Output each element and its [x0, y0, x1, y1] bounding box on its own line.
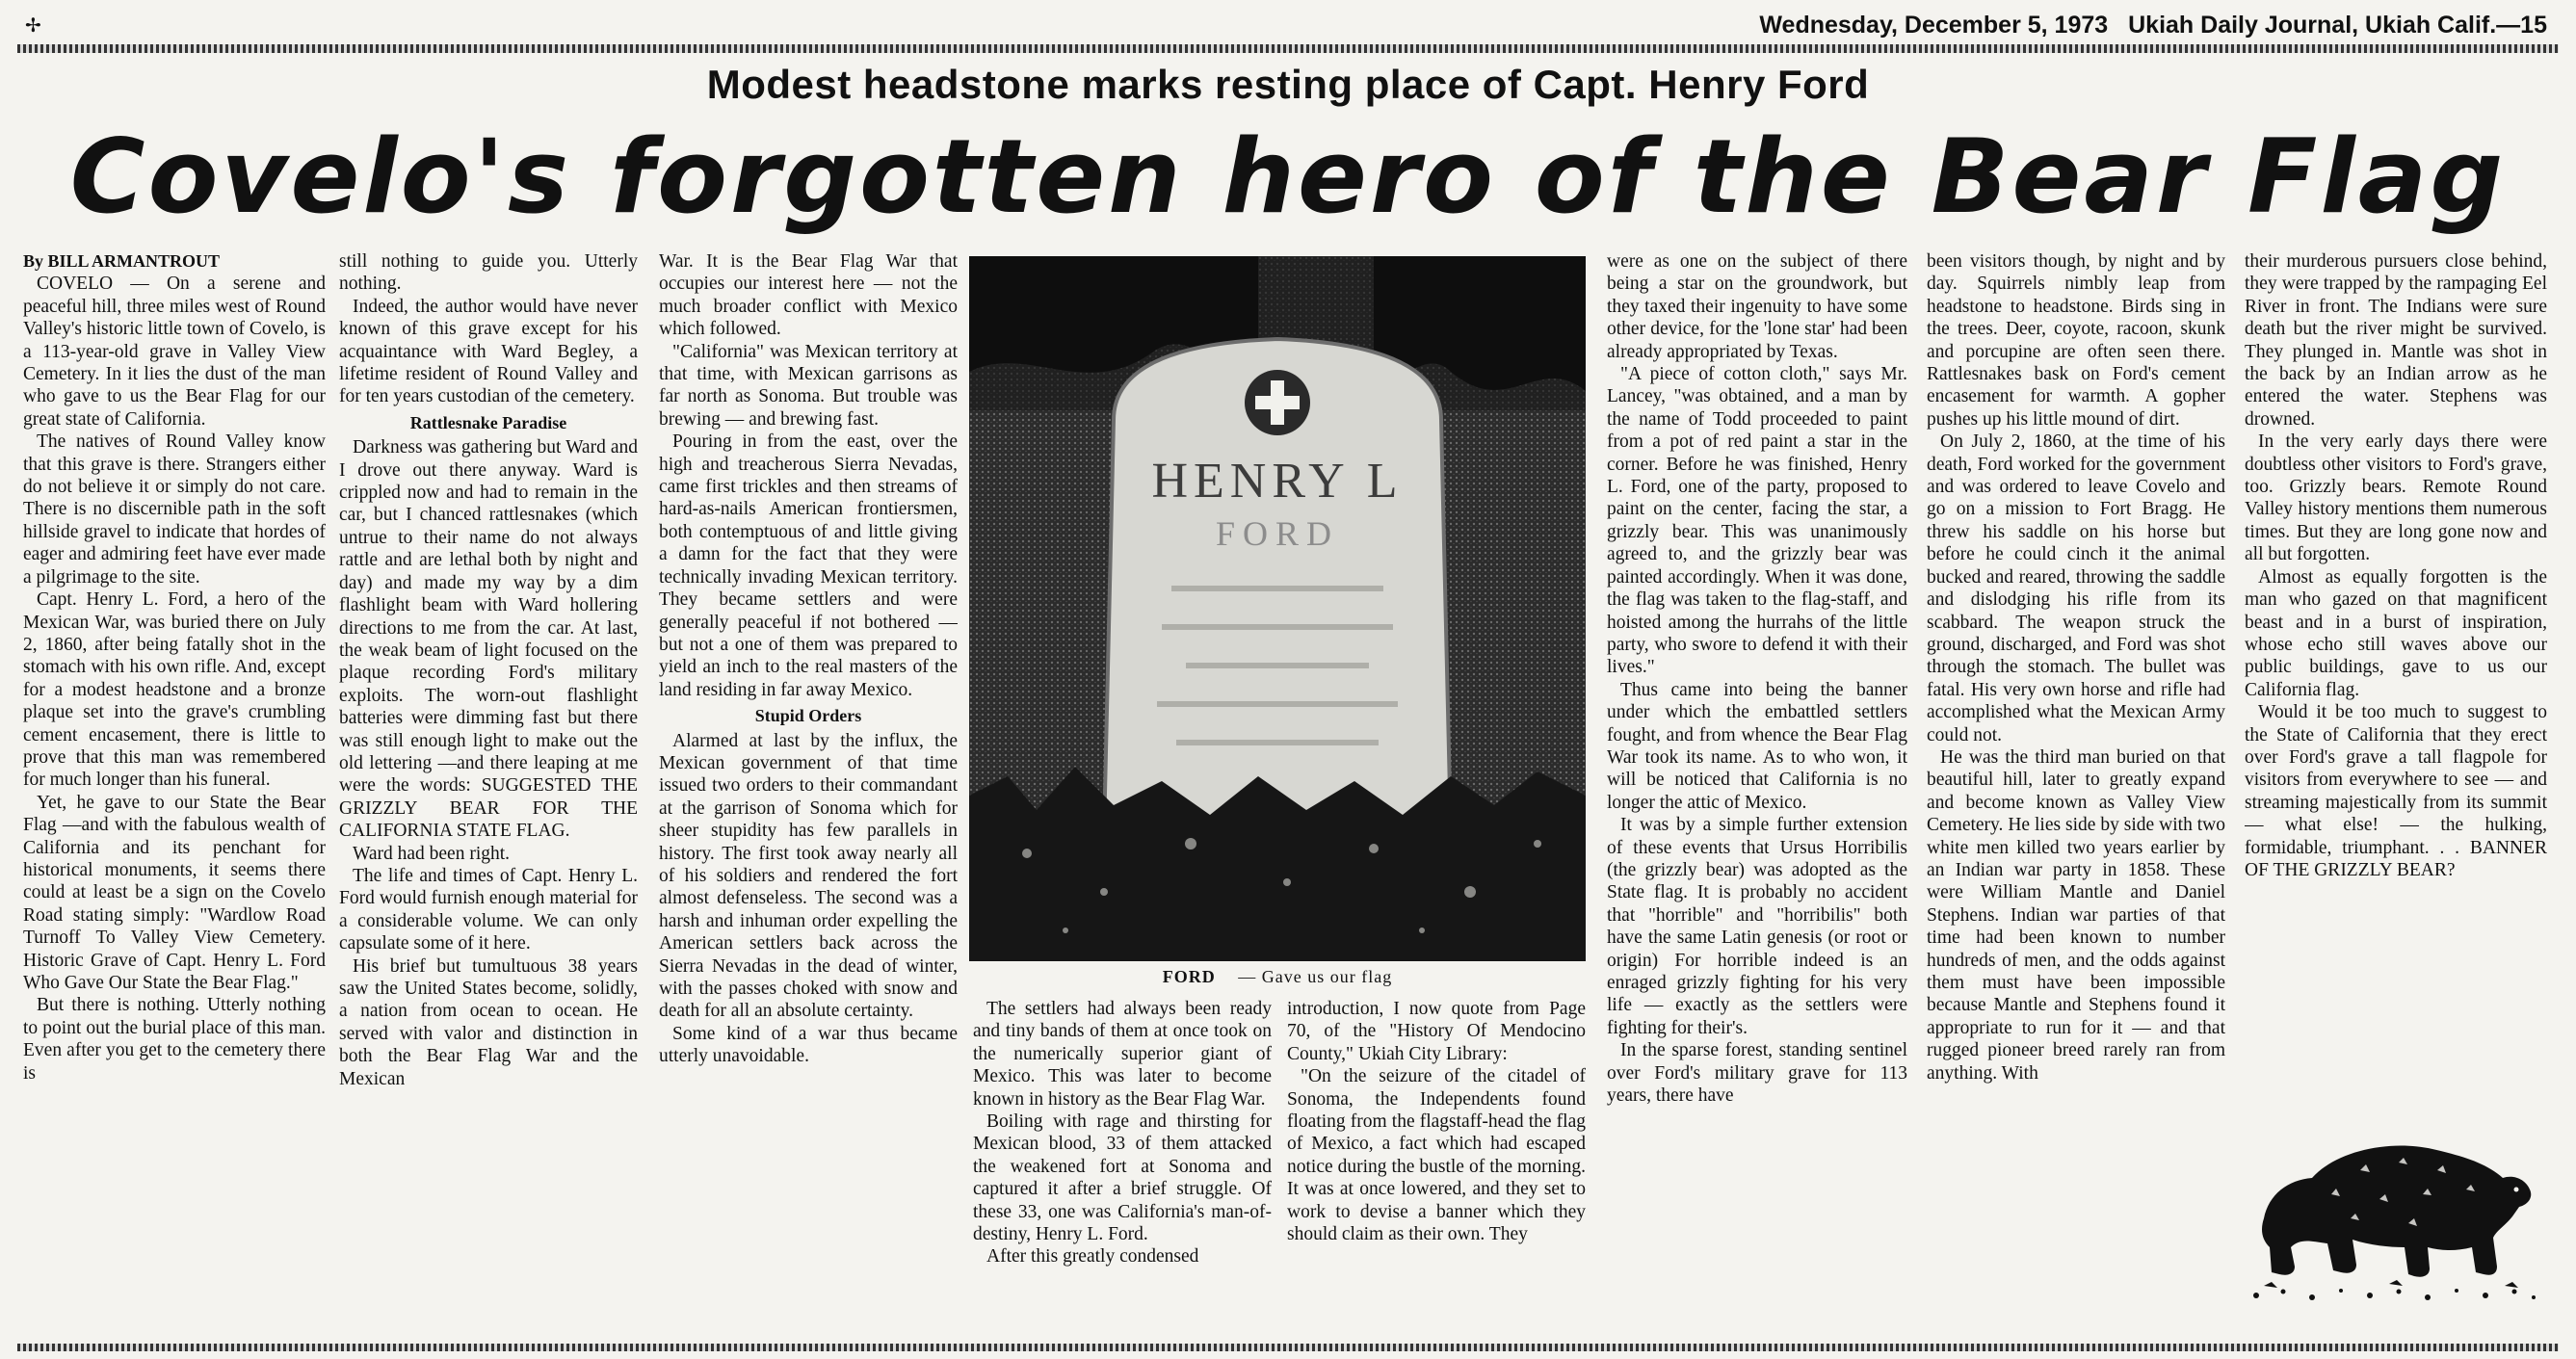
column-4 [973, 998, 1272, 1341]
bear-icon [2245, 1103, 2543, 1310]
column-1 [23, 250, 326, 1341]
paragraph: But there is nothing. Utterly nothing to point out the burial place of this man. Even after you get to the cemetery there is [23, 995, 326, 1084]
paragraph: Would it be too much to suggest to the State of California that they erect over Ford's grave a tall flagpole for visitors from everywhere to see — and streaming majestically from its summit — what else! — the hulking, formidable, triumphant. . . BANNER OF THE GRIZZLY BEAR? [2245, 702, 2547, 880]
photo-caption [969, 967, 1586, 987]
column-8 [2245, 250, 2547, 1098]
registration-mark: ✢ [25, 15, 41, 37]
column-7 [1927, 250, 2225, 1341]
paragraph: Thus came into being the banner under which the embattled settlers fought, and from whence the Bear Flag War took its name. As to who won, it will be noticed that California is no longer the attic of Mexico. [1607, 679, 1907, 813]
paragraph: His brief but tumultuous 38 years saw the United States become, solidly, a nation from ocean to ocean. He served with valor and distinction in both the Bear Flag War and the Mexican [339, 955, 638, 1089]
headstone-photo [969, 256, 1586, 961]
caption-text: — Gave us our flag [1238, 967, 1393, 986]
kicker-headline: Modest headstone marks resting place of Capt. Henry Ford [706, 62, 1870, 107]
top-rule [17, 44, 2559, 53]
paragraph: Capt. Henry L. Ford, a hero of the Mexican War, was buried there on July 2, 1860, after being fatally shot in the stomach with his own rifle. And, except for a modest headstone and a bronze plaque set into the grave's crumbling cement encasement, there is little to prove that this man was remembered for much longer than his funeral. [23, 589, 326, 791]
caption-name: FORD [1162, 967, 1216, 986]
paragraph: Pouring in from the east, over the high and treacherous Sierra Nevadas, came first trickles and then streams of hard-as-nails American frontiersmen, both contemptuous of and little giving a damn for the fact that they were technically invading Mexican territory. They became settlers and were generally peaceful if not bothered — but not a one of them was prepared to yield an inch to the real masters of the land residing in far away Mexico. [659, 431, 958, 700]
paragraph: War. It is the Bear Flag War that occupies our interest here — not the much broader conflict with Mexico which followed. [659, 251, 958, 340]
headstone-name: HENRY L [1151, 454, 1404, 509]
paragraph: Some kind of a war thus became utterly unavoidable. [659, 1023, 958, 1067]
masthead-date: Wednesday, December 5, 1973 [1759, 12, 2109, 39]
column-3 [659, 250, 958, 1341]
column-5 [1287, 998, 1586, 1341]
masthead-paper: Ukiah Daily Journal, Ukiah Calif.—15 [2128, 12, 2547, 39]
masthead [1759, 12, 2547, 39]
paragraph: "On the seizure of the citadel of Sonoma, the Independents found floating from the flagstaff-head the flag of Mexico, a fact which had escaped notice during the bustle of the morning. It was at once lowered, and they set to work to devise a banner which they should claim as their own. They [1287, 1066, 1586, 1245]
paragraph: Indeed, the author would have never known of this grave except for his acquaintance with Ward Begley, a lifetime resident of Round Valley and for ten years custodian of the cemetery. [339, 296, 638, 407]
grizzly-bear-illustration [2245, 1103, 2543, 1310]
headstone-surname: FORD [1215, 514, 1340, 553]
paragraph: In the very early days there were doubtless other visitors to Ford's grave, too. Grizzly bears. Remote Round Valley history mentions them numerous times. But they are long gone now and all but forgotten. [2245, 431, 2547, 565]
subhead-rattlesnake: Rattlesnake Paradise [409, 412, 567, 432]
paragraph: The life and times of Capt. Henry L. Ford would furnish enough material for a considerable volume. We can only capsulate some of it here. [339, 865, 638, 954]
paragraph: On July 2, 1860, at the time of his death, Ford worked for the government and was ordered to leave Covelo and go on a mission to Fort Bragg. He threw his saddle on his horse but before he could cinch it the animal bucked and reared, throwing the saddle and dislodging his rifle from its scabbard. The weapon struck the ground, discharged, and Ford was shot through the stomach. The bullet was fatal. His very own horse and rifle had accomplished what the Mexican Army could not. [1927, 431, 2225, 745]
paragraph: were as one on the subject of there being a star on the groundwork, but they taxed their ingenuity to have some other device, for the 'lone star' had been already appropriated by Texas. [1607, 251, 1907, 362]
paragraph: He was the third man buried on that beautiful hill, later to greatly expand and become known as Valley View Cemetery. He lies side by side with two white men killed two years earlier by an Indian war party in 1858. These were William Mantle and Daniel Stephens. Indian war parties of that time had been known to number hundreds of men, and the odds against them must have been impossible because Mantle and Stephens found it appropriate to run for it — and that rugged pioneer breed rarely ran from anything. With [1927, 746, 2225, 1084]
paragraph: It was by a simple further extension of these events that Ursus Horribilis (the grizzly bear) was adopted as the State flag. It is probably no accident that "horrible" and "horribilis" both have the same Latin genesis (or root or origin) For horrible indeed is an enraged grizzly fighting for his very life — exactly as the settlers were fighting for their's. [1607, 815, 1907, 1038]
paragraph: Darkness was gathering but Ward and I drove out there anyway. Ward is crippled now and had to remain in the car, but I chanced rattlesnakes (which untrue to their name do not always rattle and are lethal both by night and day) and made my way by a dim flashlight beam with Ward hollering directions to me from the car. At last, the weak beam of light focused on the plaque recording Ford's military exploits. The worn-out flashlight batteries were dimming fast but there was still enough light to make out the old lettering —and there leaping at me were the words: SUGGESTED THE GRIZZLY BEAR FOR THE CALIFORNIA STATE FLAG. [339, 437, 638, 842]
column-6 [1607, 250, 1907, 1341]
paragraph: still nothing to guide you. Utterly nothing. [339, 251, 638, 295]
column-2 [339, 250, 638, 1341]
paragraph: Yet, he gave to our State the Bear Flag —and with the fabulous wealth of California and its penchant for historical monuments, it seems there could at least be a sign on the Covelo Road stating simply: "Wardlow Road Turnoff To Valley View Cemetery. Historic Grave of Capt. Henry L. Ford Who Gave Our State the Bear Flag." [23, 792, 326, 993]
paragraph: "California" was Mexican territory at that time, with Mexican garrisons as far north as Sonoma. But trouble was brewing — and brewing fast. [659, 341, 958, 430]
paragraph: The natives of Round Valley know that this grave is there. Strangers either do not believe it or simply do not care. There is no discernible path in the soft hillside gravel to indicate that hordes of eager and admiring feet have ever made a pilgrimage to the site. [23, 431, 326, 588]
paragraph: Boiling with rage and thirsting for Mexican blood, 33 of them attacked the weakened fort at Sonoma and captured it after a brief struggle. Of these 33, one was California's man-of-destiny, Henry L. Ford. [973, 1111, 1272, 1245]
paragraph: "A piece of cotton cloth," says Mr. Lancey, "was obtained, and a man by the name of Todd proceeded to paint from a pot of red paint a star in the corner. Before he was finished, Henry L. Ford, one of the party, proposed to paint on the center, facing the star, a grizzly bear. This was unanimously agreed to, and the grizzly bear was painted accordingly. When it was done, the flag was taken to the flag-staff, and hoisted among the hurrahs of the little party, who swore to defend it with their lives." [1607, 364, 1907, 678]
paragraph: Almost as equally forgotten is the man who gazed on that magnificent beast and in a burst of inspiration, whose echo still waves above our public buildings, gave to us our California flag. [2245, 566, 2547, 700]
paragraph: In the sparse forest, standing sentinel over Ford's military grave for 113 years, there have [1607, 1040, 1907, 1107]
paragraph: Ward had been right. [353, 843, 511, 864]
paragraph: COVELO — On a serene and peaceful hill, three miles west of Round Valley's historic little town of Covelo, is a 113-year-old grave in Valley View Cemetery. In it lies the dust of the man who gave to us the Bear Flag for our great state of California. [23, 274, 326, 430]
paragraph: The settlers had always been ready and tiny bands of them at once took on the numerically superior giant of Mexico. This was later to become known in history as the Bear Flag War. [973, 999, 1272, 1110]
byline: By BILL ARMANTROUT [23, 251, 221, 271]
paragraph: After this greatly condensed [986, 1246, 1199, 1268]
paragraph: their murderous pursuers close behind, they were trapped by the rampaging Eel River in front. The Indians were sure death but the river might be survived. They plunged in. Mantle was shot in the back by an Indian arrow as he entered the water. Stephens was drowned. [2245, 251, 2547, 430]
subhead-stupid-orders: Stupid Orders [754, 706, 862, 726]
bottom-rule [17, 1344, 2559, 1351]
paragraph: Alarmed at last by the influx, the Mexican government of that time issued two orders to their commandant at the garrison of Sonoma which for sheer stupidity has few parallels in history. The first took away nearly all of his soldiers and rendered the fort almost defenseless. The second was a harsh and inhuman order expelling the American settlers back across the Sierra Nevadas in the dead of winter, with the passes choked with snow and death for all an absolute certainty. [659, 730, 958, 1022]
paragraph: introduction, I now quote from Page 70, of the "History Of Mendocino County," Ukiah City Library: [1287, 999, 1586, 1064]
main-headline: Covelo's forgotten hero of the Bear Flag [69, 118, 2507, 236]
headstone-image [969, 256, 1586, 961]
paragraph: been visitors though, by night and by day. Squirrels nimbly leap from headstone to headstone. Birds sing in the trees. Deer, coyote, racoon, skunk and porcupine are often seen there. Rattlesnakes bask on Ford's cement encasement for warmth. A gopher pushes up his little mound of dirt. [1927, 251, 2225, 430]
